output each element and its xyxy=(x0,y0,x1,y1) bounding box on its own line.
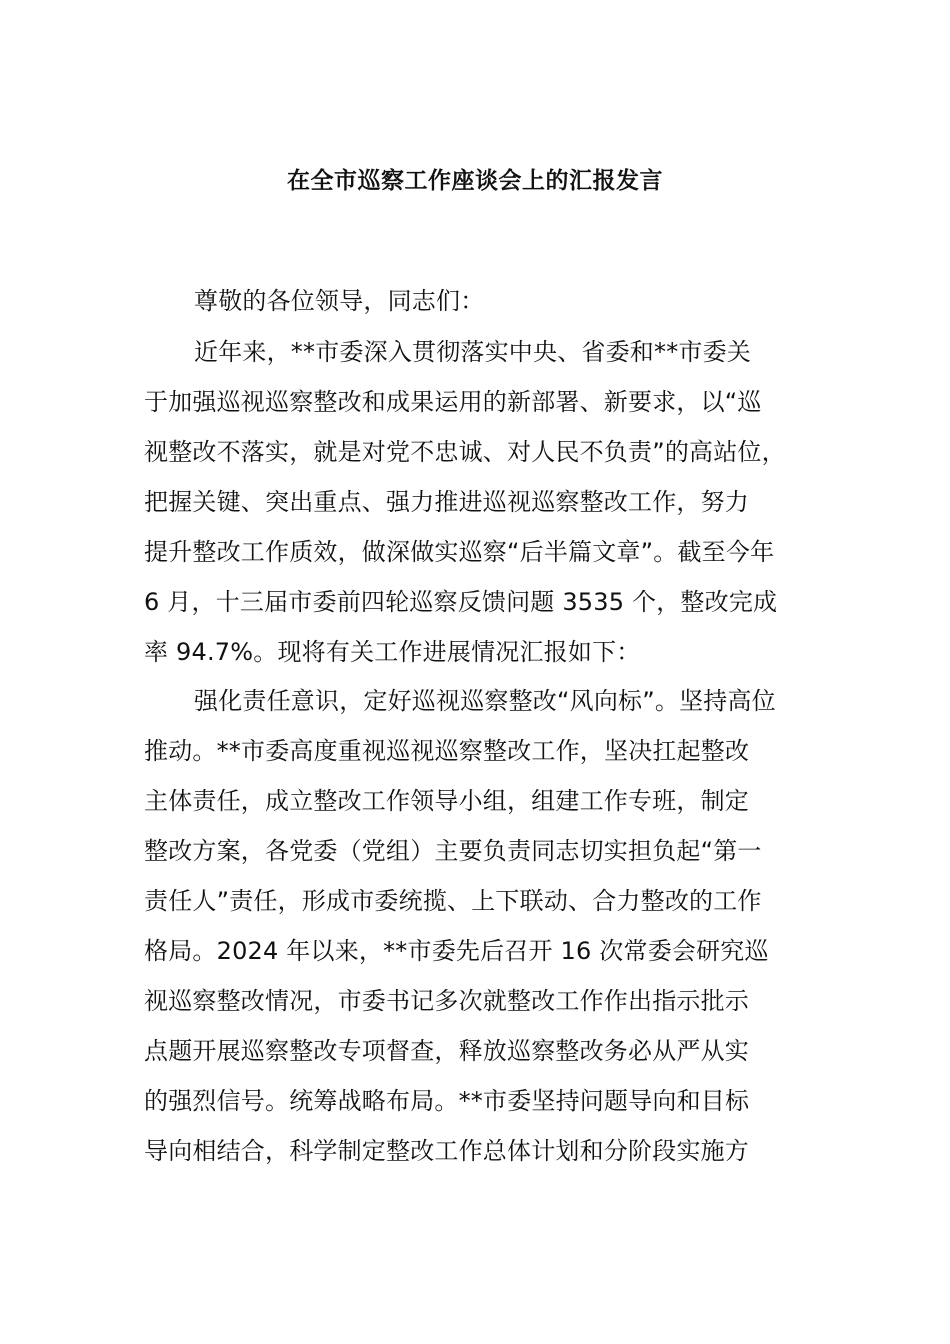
paragraph-line: 近年来，**市委深入贯彻落实中央、省委和**市委关 xyxy=(194,338,751,366)
paragraph-line: 于加强巡视巡察整改和成果运用的新部署、新要求，以“巡 xyxy=(144,388,762,416)
paragraph-line: 提升整改工作质效，做深做实巡察“后半篇文章”。截至今年 xyxy=(144,538,775,566)
paragraph-line: 强化责任意识，定好巡视巡察整改“风向标”。坚持高位 xyxy=(194,687,776,715)
paragraph-line: 率 94.7%。现将有关工作进展情况汇报如下： xyxy=(144,638,641,666)
paragraph-line: 视整改不落实，就是对党不忠诚、对人民不负责”的高站位， xyxy=(144,438,786,466)
paragraph-line: 视巡察整改情况，市委书记多次就整改工作作出指示批示 xyxy=(144,987,749,1015)
paragraph-line: 把握关键、突出重点、强力推进巡视巡察整改工作，努力 xyxy=(144,488,749,516)
paragraph-line: 点题开展巡察整改专项督查，释放巡察整改务必从严从实 xyxy=(144,1037,749,1065)
salutation-line: 尊敬的各位领导，同志们： xyxy=(194,287,485,315)
paragraph-line: 整改方案，各党委（党组）主要负责同志切实担负起“第一 xyxy=(144,837,762,865)
paragraph-line: 格局。2024 年以来，**市委先后召开 16 次常委会研究巡 xyxy=(144,937,769,965)
paragraph-line: 6 月，十三届市委前四轮巡察反馈问题 3535 个，整改完成 xyxy=(144,588,778,616)
paragraph-line: 导向相结合，科学制定整改工作总体计划和分阶段实施方 xyxy=(144,1137,749,1165)
paragraph-line: 的强烈信号。统筹战略布局。**市委坚持问题导向和目标 xyxy=(144,1087,750,1115)
paragraph-line: 责任人”责任，形成市委统揽、上下联动、合力整改的工作 xyxy=(144,887,762,915)
document-title: 在全市巡察工作座谈会上的汇报发言 xyxy=(287,168,663,194)
paragraph-line: 主体责任，成立整改工作领导小组，组建工作专班，制定 xyxy=(144,787,749,815)
paragraph-line: 推动。**市委高度重视巡视巡察整改工作，坚决扛起整改 xyxy=(144,737,750,765)
